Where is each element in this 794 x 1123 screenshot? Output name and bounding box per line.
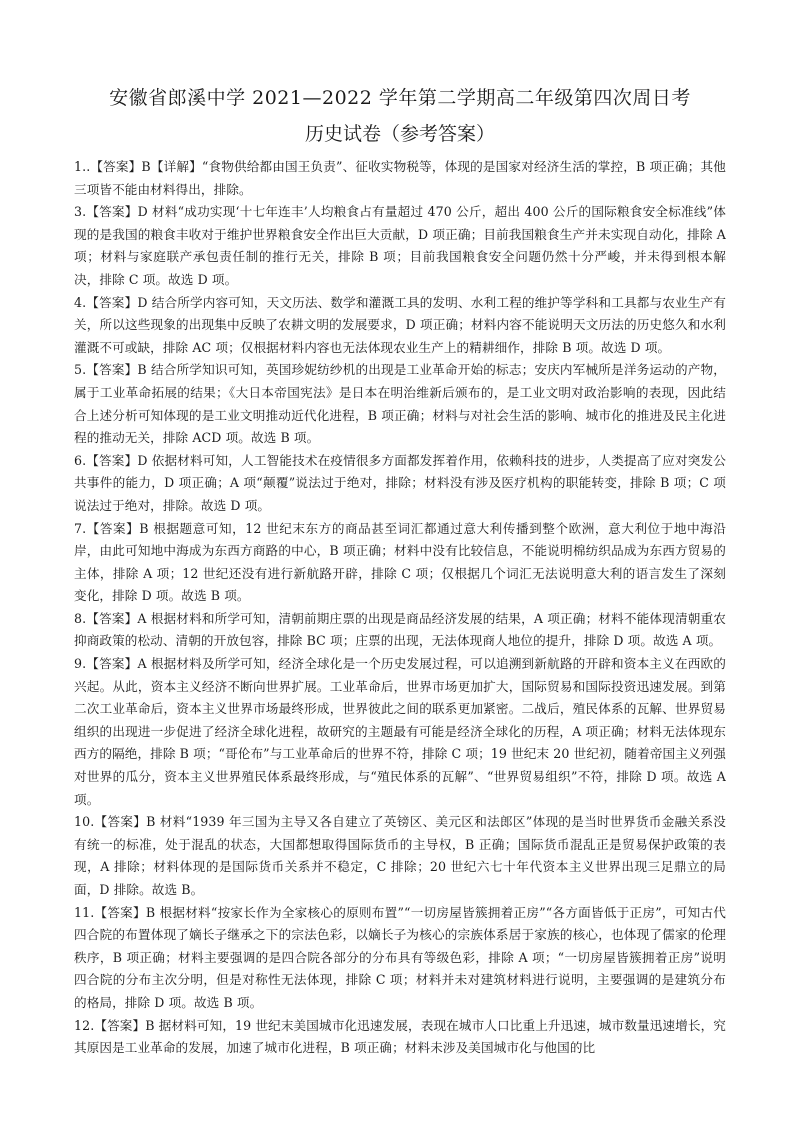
answer-item-11: 11.【答案】B 根据材料“按家长作为全家核心的原则布置”“一切房屋皆簇拥着正房”“各方面皆低于正房”，可知古代四合院的布置体现了嫡长子继承之下的宗法色彩，以嫡长子为核心的宗族体系居于家族的核心，也体现了儒家的伦理秩序，B 项正确；材料主要强调的是四合院各部分的分布具有等级色彩，排除 A 项；“一切房屋皆簇拥着正房”说明四合院的分布主次分明，但是对称性无法体现，排除 C 项；材料并未对建筑材料进行说明，主要强调的是建筑分布的格局，排除 D 项。故选 B 项。 [74,904,726,1010]
answer-item-1: 1..【答案】B【详解】“食物供给都由国王负责”、征收实物税等，体现的是国家对经济生活的掌控，B 项正确；其他三项皆不能由材料得出，排除。 [74,159,726,197]
answer-item-9: 9.【答案】A 根据材料及所学可知，经济全球化是一个历史发展过程，可以追溯到新航路的开辟和资本主义在西欧的兴起。从此，资本主义经济不断向世界扩展。工业革命后，世界市场更加扩大，国际贸易和国际投资迅速发展。到第二次工业革命后，资本主义世界市场最终形成，世界彼此之间的联系更加紧密。二战后，殖民体系的瓦解、世界贸易组织的出现进一步促进了经济全球化进程，故研究的主题最有可能是经济全球化的历程，A 项正确；材料无法体现东西方的隔绝，排除 B 项；“哥伦布”与工业革命后的世界不符，排除 C 项；19 世纪末 20 世纪初，随着帝国主义列强对世界的瓜分，资本主义世界殖民体系最终形成，与“殖民体系的瓦解”、“世界贸易组织”不符，排除 D 项。故选 A 项。 [74,656,726,807]
answer-item-5: 5.【答案】B 结合所学知识可知，英国珍妮纺纱机的出现是工业革命开始的标志；安庆内军械所是洋务运动的产物，属于工业革命拓展的结果；《大日本帝国宪法》是日本在明治维新后颁布的，是工业文明对政治影响的表现，因此结合上述分析可知体现的是工业文明推动近代化进程，B 项正确；材料与对社会生活的影响、城市化的推进及民主化进程的推动无关，排除 ACD 项。故选 B 项。 [74,362,726,446]
answer-item-10: 10.【答案】B 材料“1939 年三国为主导又各自建立了英镑区、美元区和法郎区”体现的是当时世界货币金融关系没有统一的标准，处于混乱的状态，大国都想取得国际货币的主导权，B 正确；国际货币混乱正是贸易保护政策的表现，A 排除；材料体现的是国际货币关系并不稳定，C 排除；20 世纪六七十年代资本主义世界出现三足鼎立的局面，D 排除。故选 B。 [74,814,726,897]
answer-item-4: 4.【答案】D 结合所学内容可知，天文历法、数学和灌溉工具的发明、水利工程的维护等学科和工具都与农业生产有关，所以这些现象的出现集中反映了农耕文明的发展要求，D 项正确；材料内容不能说明天文历法的历史悠久和水利灌溉不可或缺，排除 AC 项；仅根据材料内容也无法体现农业生产上的精耕细作，排除 B 项。故选 D 项。 [74,294,726,355]
document-subtitle: 历史试卷（参考答案） [304,123,495,145]
answer-item-6: 6.【答案】D 依据材料可知，人工智能技术在疫情很多方面都发挥着作用，依赖科技的进步，人类提高了应对突发公共事件的能力，D 项正确；A 项“颠覆”说法过于绝对，排除；材料没有涉及医疗机构的职能转变，排除 B 项；C 项说法过于绝对，排除。故选 D 项。 [74,452,726,513]
answer-item-8: 8.【答案】A 根据材料和所学可知，清朝前期庄票的出现是商品经济发展的结果，A 项正确；材料不能体现清朝重农抑商政策的松动、清朝的开放包容，排除 BC 项；庄票的出现，无法体现商人地位的提升，排除 D 项。故选 A 项。 [74,610,726,649]
answer-item-7: 7.【答案】B 根据题意可知，12 世纪末东方的商品甚至词汇都通过意大利传播到整个欧洲，意大利位于地中海沿岸，由此可知地中海成为东西方商路的中心，B 项正确；材料中没有比较信息，不能说明棉纺织品成为东西方贸易的主体，排除 A 项；12 世纪还没有进行新航路开辟，排除 C 项；仅根据几个词汇无法说明意大利的语言发生了深刻变化，排除 D 项。故选 B 项。 [74,520,726,604]
answer-item-12: 12.【答案】B 据材料可知，19 世纪末美国城市化迅速发展，表现在城市人口比重上升迅速，城市数量迅速增长，究其原因是工业革命的发展，加速了城市化进程，B 项正确；材料未涉及美国城市化与他国的比 [74,1017,726,1056]
document-title: 安徽省郎溪中学 2021—2022 学年第二学期高二年级第四次周日考 [109,87,691,109]
answer-item-3: 3.【答案】D 材料“成功实现‘十七年连丰’人均粮食占有量超过 470 公斤，超出 400 公斤的国际粮食安全标准线”体现的是我国的粮食丰收对于维护世界粮食安全作出巨大贡献，D 项正确；目前我国粮食生产并未实现自动化，排除 A 项；材料与家庭联产承包责任制的推行无关，排除 B 项；目前我国粮食安全问题仍然十分严峻，并未得到根本解决，排除 C 项。故选 D 项。 [74,204,726,287]
answer-list [74,156,726,1060]
